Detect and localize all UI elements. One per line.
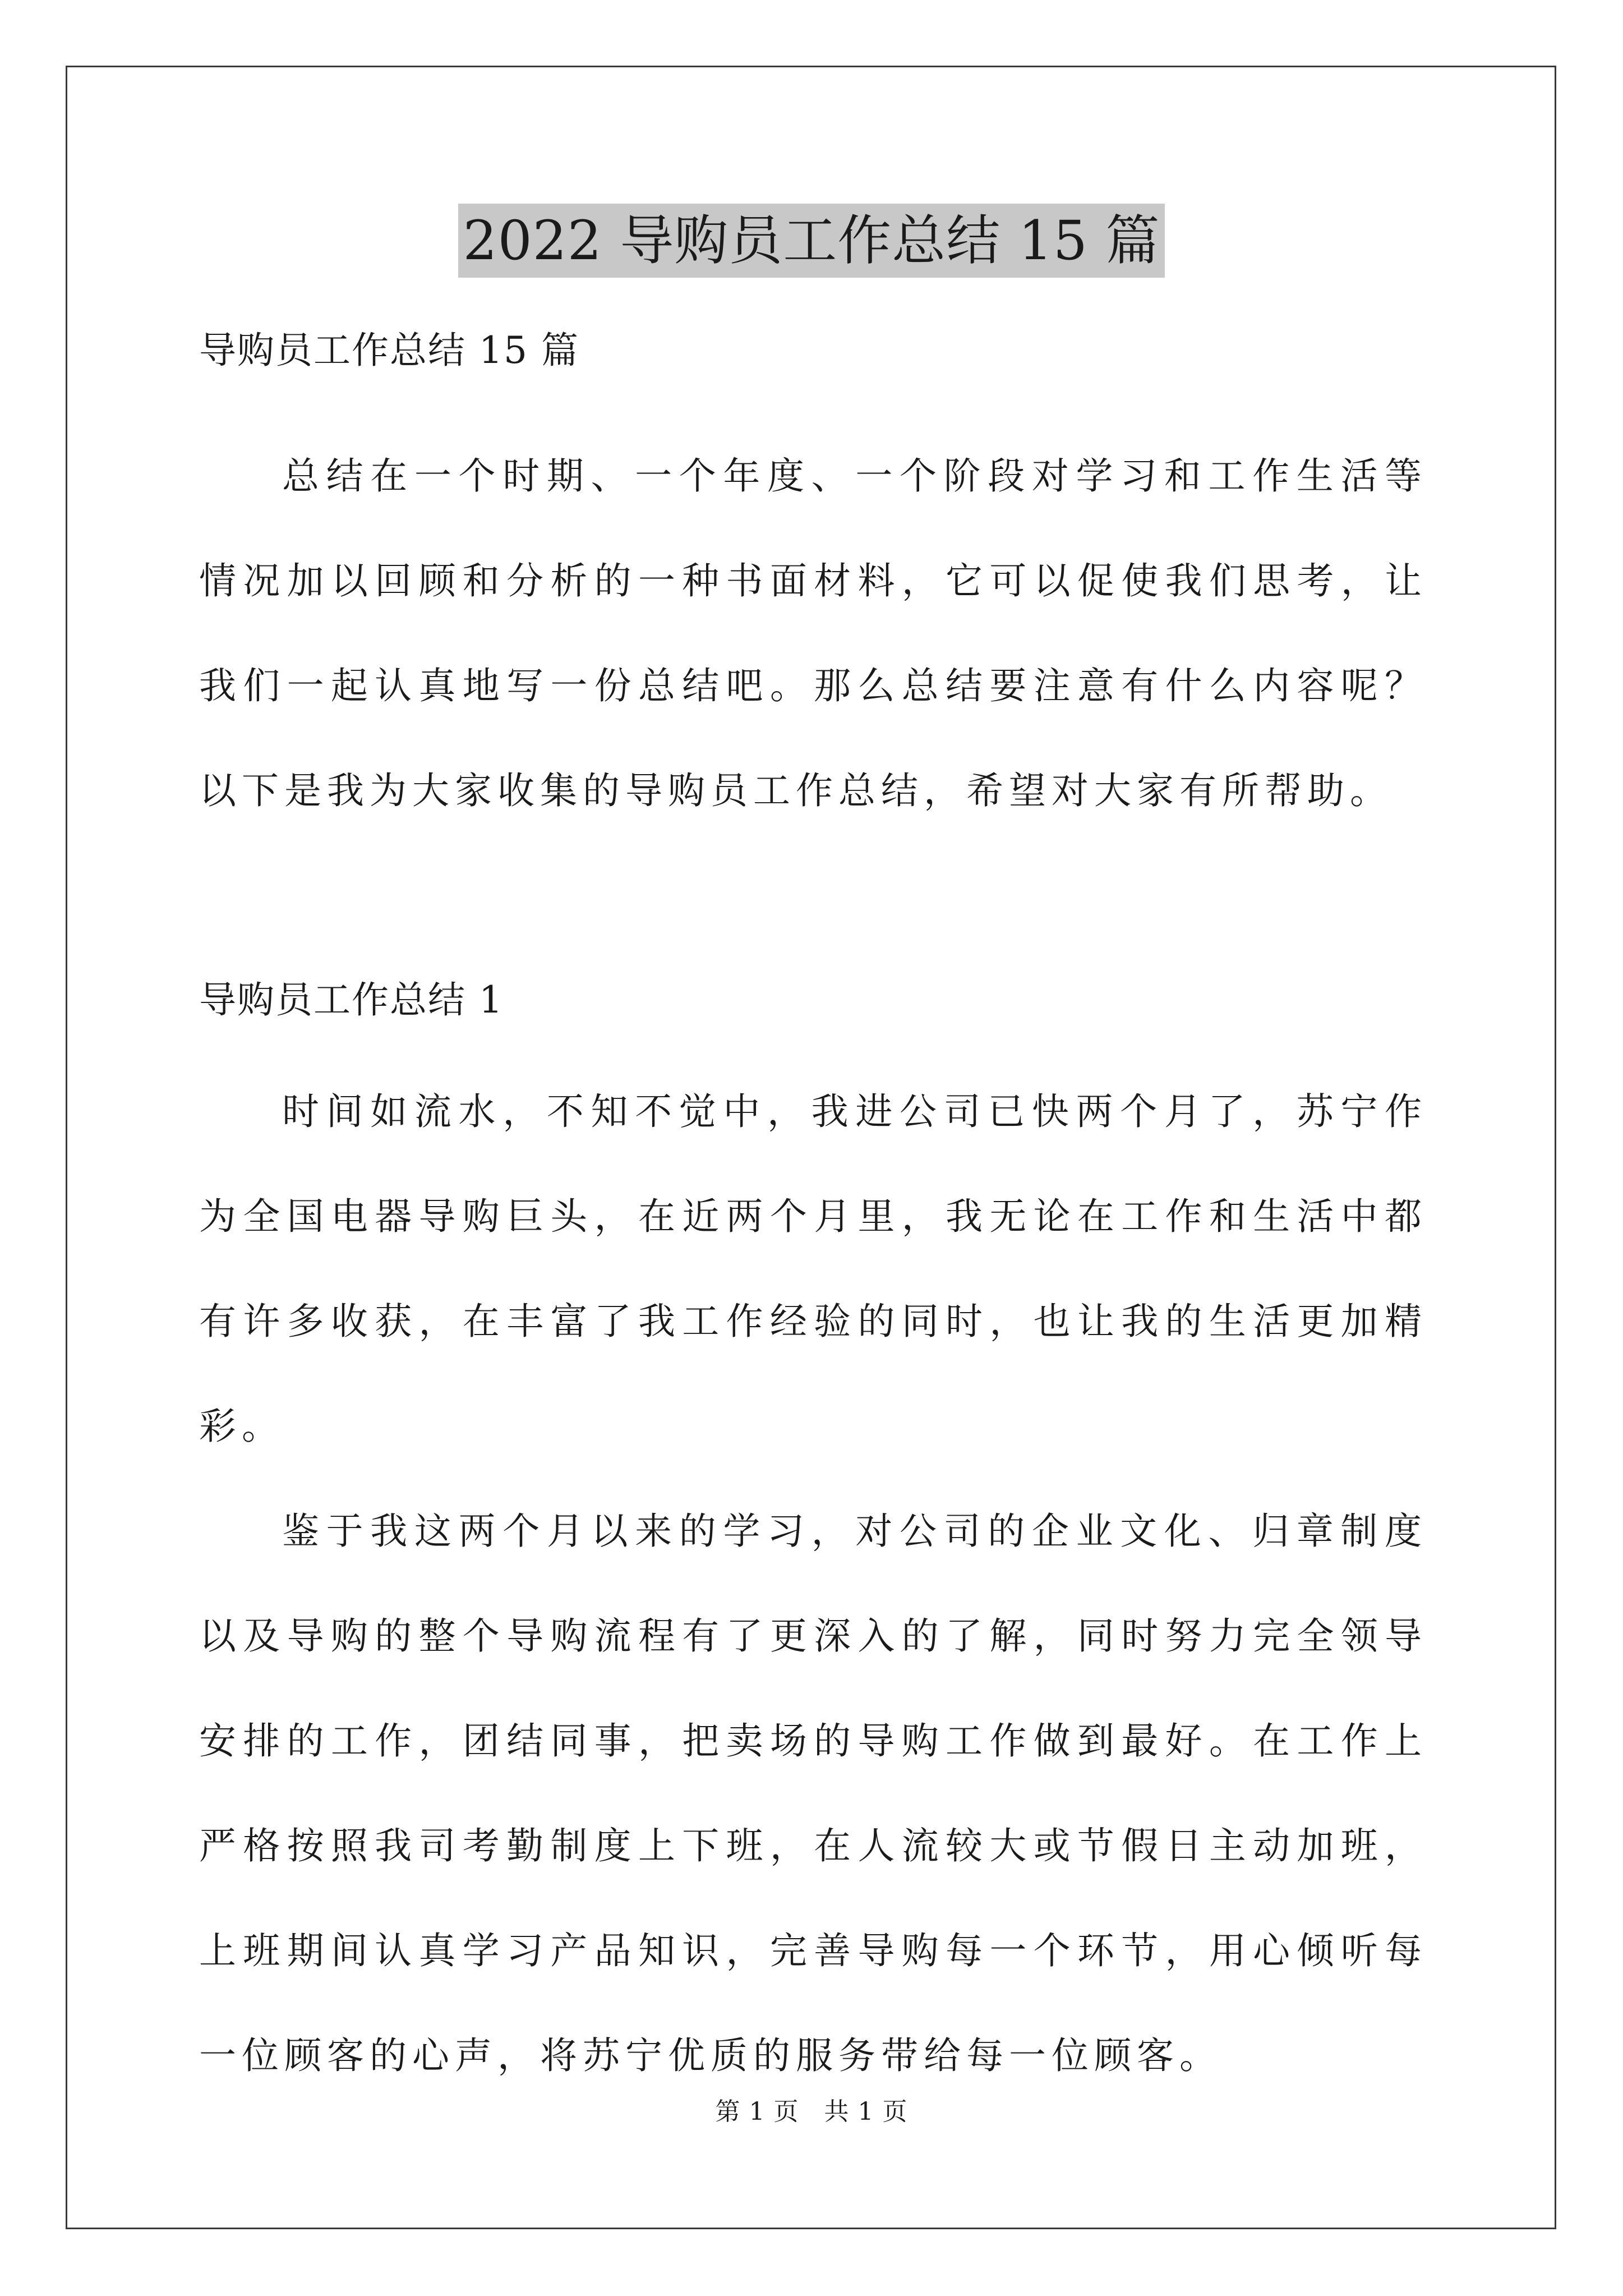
paragraph-intro: 总结在一个时期、一个年度、一个阶段对学习和工作生活等情况加以回顾和分析的一种书面材料，它可以促使我们思考，让我们一起认真地写一份总结吧。那么总结要注意有什么内容呢？以下是我为大家收集的导购员工作总结，希望对大家有所帮助。 bbox=[199, 454, 1427, 812]
document-title: 2022 导购员工作总结 15 篇 bbox=[458, 204, 1164, 278]
spacer bbox=[199, 1028, 1427, 1059]
paragraph-1-2: 鉴于我这两个月以来的学习，对公司的企业文化、归章制度以及导购的整个导购流程有了更深入的了解，同时努力完全领导安排的工作，团结同事，把卖场的导购工作做到最好。在工作上严格按照我司考勤制度上下班，在人流较大或节假日主动加班，上班期间认真学习产品知识，完善导购每一个环节，用心倾听每一位顾客的心声，将苏宁优质的服务带给每一位顾客。 bbox=[199, 1510, 1427, 2077]
spacer bbox=[199, 379, 1427, 424]
document-body bbox=[199, 323, 1427, 2108]
spacer bbox=[199, 843, 1427, 972]
title-container bbox=[0, 204, 1623, 278]
section-heading-1: 导购员工作总结 1 bbox=[199, 978, 504, 1022]
section-heading-intro: 导购员工作总结 15 篇 bbox=[199, 329, 579, 372]
page-footer: 第 1 页 共 1 页 bbox=[715, 2097, 908, 2126]
paragraph-1-1: 时间如流水，不知不觉中，我进公司已快两个月了，苏宁作为全国电器导购巨头，在近两个月里，我无论在工作和生活中都有许多收获，在丰富了我工作经验的同时，也让我的生活更加精彩。 bbox=[199, 1090, 1427, 1448]
